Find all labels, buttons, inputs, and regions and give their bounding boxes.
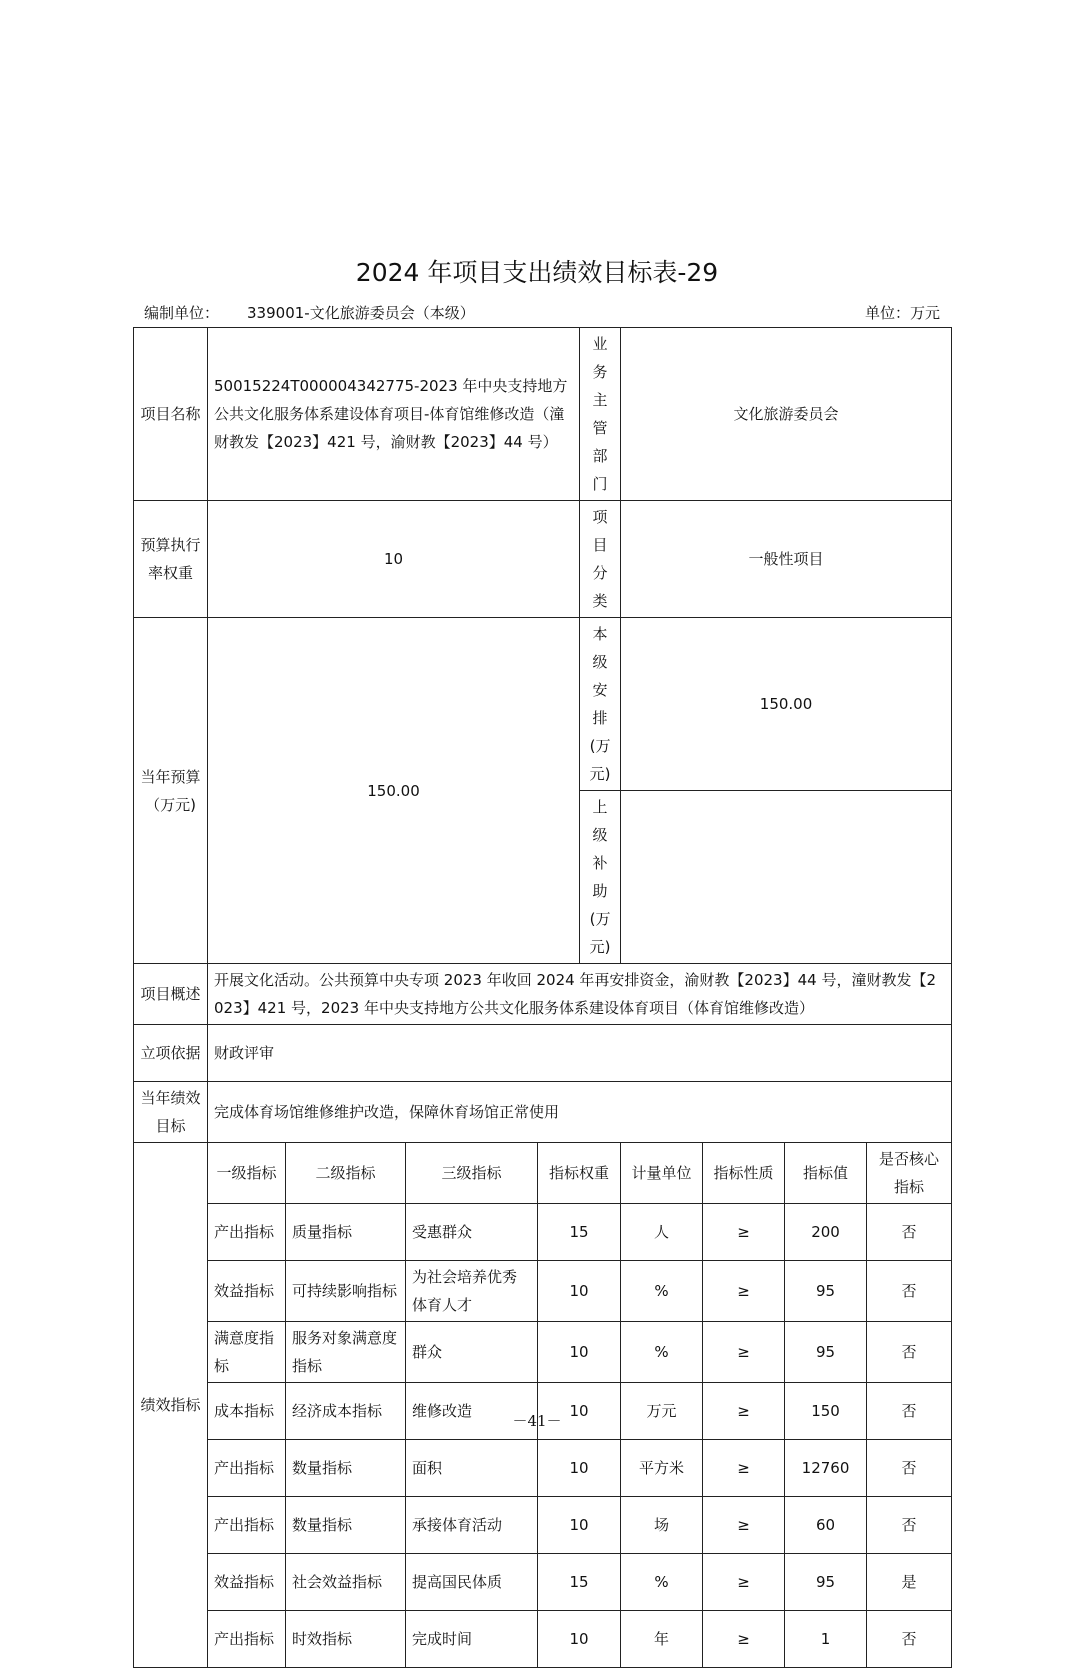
indicator-unit: % — [621, 1261, 703, 1322]
indicator-level2: 经济成本指标 — [286, 1383, 406, 1440]
exec-weight-label: 预算执行率权重 — [134, 501, 208, 618]
dept-label: 业务主管部门 — [580, 328, 621, 501]
header-level1: 一级指标 — [208, 1143, 286, 1204]
indicator-level2: 时效指标 — [286, 1611, 406, 1668]
indicator-nature: ≥ — [703, 1261, 785, 1322]
indicator-core: 否 — [867, 1204, 952, 1261]
indicators-section-label: 绩效指标 — [134, 1143, 208, 1668]
category-value: 一般性项目 — [621, 501, 952, 618]
basis-label: 立项依据 — [134, 1025, 208, 1082]
indicator-core: 否 — [867, 1383, 952, 1440]
upper-label: 上级补助(万元) — [580, 791, 621, 964]
indicator-nature: ≥ — [703, 1322, 785, 1383]
indicator-value: 95 — [785, 1554, 867, 1611]
project-name-value: 50015224T000004342775-2023 年中央支持地方公共文化服务体系建设体育项目-体育馆维修改造（潼财教发【2023】421 号，渝财教【2023】44 号） — [208, 328, 580, 501]
indicator-nature: ≥ — [703, 1611, 785, 1668]
indicator-value: 95 — [785, 1322, 867, 1383]
local-label: 本级安排(万元) — [580, 618, 621, 791]
indicator-value: 12760 — [785, 1440, 867, 1497]
indicator-level1: 产出指标 — [208, 1497, 286, 1554]
indicator-value: 200 — [785, 1204, 867, 1261]
indicator-level3: 面积 — [406, 1440, 538, 1497]
indicator-weight: 15 — [538, 1204, 621, 1261]
header-nature: 指标性质 — [703, 1143, 785, 1204]
row-exec-weight — [134, 501, 952, 618]
dept-value: 文化旅游委员会 — [621, 328, 952, 501]
category-label: 项目分类 — [580, 501, 621, 618]
header-level2: 二级指标 — [286, 1143, 406, 1204]
indicator-core: 是 — [867, 1554, 952, 1611]
unit-info — [144, 302, 475, 323]
indicator-value: 60 — [785, 1497, 867, 1554]
indicator-level1: 满意度指标 — [208, 1322, 286, 1383]
indicator-header-row — [134, 1143, 952, 1204]
header-unit: 计量单位 — [621, 1143, 703, 1204]
upper-value — [621, 791, 952, 964]
indicator-unit: 万元 — [621, 1383, 703, 1440]
indicator-level2: 服务对象满意度指标 — [286, 1322, 406, 1383]
indicator-row — [134, 1322, 952, 1383]
overview-label: 项目概述 — [134, 964, 208, 1025]
indicator-value: 95 — [785, 1261, 867, 1322]
row-project-name — [134, 328, 952, 501]
indicator-nature: ≥ — [703, 1383, 785, 1440]
local-value: 150.00 — [621, 618, 952, 791]
form-meta — [144, 302, 940, 324]
indicator-value: 1 — [785, 1611, 867, 1668]
indicator-weight: 15 — [538, 1554, 621, 1611]
indicator-weight: 10 — [538, 1383, 621, 1440]
indicator-row — [134, 1440, 952, 1497]
indicator-row — [134, 1261, 952, 1322]
row-basis — [134, 1025, 952, 1082]
indicator-level3: 完成时间 — [406, 1611, 538, 1668]
indicator-core: 否 — [867, 1611, 952, 1668]
indicator-level3: 为社会培养优秀体育人才 — [406, 1261, 538, 1322]
indicator-core: 否 — [867, 1497, 952, 1554]
indicator-level2: 可持续影响指标 — [286, 1261, 406, 1322]
indicator-unit: % — [621, 1554, 703, 1611]
indicator-row — [134, 1611, 952, 1668]
indicator-level2: 质量指标 — [286, 1204, 406, 1261]
indicator-weight: 10 — [538, 1261, 621, 1322]
row-overview — [134, 964, 952, 1025]
indicator-level3: 维修改造 — [406, 1383, 538, 1440]
indicator-row — [134, 1204, 952, 1261]
overview-value: 开展文化活动。公共预算中央专项 2023 年收回 2024 年再安排资金，渝财教【2023】44 号，潼财教发【2023】421 号，2023 年中央支持地方公共文化服务体系建设体育项目（体育馆维修改造） — [208, 964, 952, 1025]
page-title: 2024 年项目支出绩效目标表-29 — [355, 258, 719, 287]
indicator-unit: 年 — [621, 1611, 703, 1668]
indicator-level1: 效益指标 — [208, 1554, 286, 1611]
budget-label: 当年预算（万元) — [134, 618, 208, 964]
indicator-row — [134, 1554, 952, 1611]
indicator-level3: 提高国民体质 — [406, 1554, 538, 1611]
indicator-level1: 成本指标 — [208, 1383, 286, 1440]
indicator-weight: 10 — [538, 1497, 621, 1554]
indicator-core: 否 — [867, 1261, 952, 1322]
header-weight: 指标权重 — [538, 1143, 621, 1204]
indicator-weight: 10 — [538, 1322, 621, 1383]
indicator-unit: 平方米 — [621, 1440, 703, 1497]
exec-weight-value: 10 — [208, 501, 580, 618]
basis-value: 财政评审 — [208, 1025, 952, 1082]
indicator-level2: 数量指标 — [286, 1440, 406, 1497]
indicator-core: 否 — [867, 1322, 952, 1383]
indicator-unit: 人 — [621, 1204, 703, 1261]
indicator-nature: ≥ — [703, 1204, 785, 1261]
indicator-level1: 产出指标 — [208, 1611, 286, 1668]
indicator-value: 150 — [785, 1383, 867, 1440]
budget-value: 150.00 — [208, 618, 580, 964]
project-name-label: 项目名称 — [134, 328, 208, 501]
page-number: －41－ — [512, 1412, 562, 1430]
indicator-unit: 场 — [621, 1497, 703, 1554]
goal-value: 完成体育场馆维修维护改造，保障休育场馆正常使用 — [208, 1082, 952, 1143]
header-value: 指标值 — [785, 1143, 867, 1204]
goal-label: 当年绩效目标 — [134, 1082, 208, 1143]
indicator-row — [134, 1497, 952, 1554]
indicator-weight: 10 — [538, 1611, 621, 1668]
indicator-level3: 受惠群众 — [406, 1204, 538, 1261]
unit-label: 编制单位： — [144, 304, 220, 322]
currency-unit: 单位：万元 — [864, 304, 940, 322]
indicator-level1: 产出指标 — [208, 1204, 286, 1261]
indicator-nature: ≥ — [703, 1554, 785, 1611]
indicator-level1: 效益指标 — [208, 1261, 286, 1322]
indicator-level3: 承接体育活动 — [406, 1497, 538, 1554]
unit-value: 339001-文化旅游委员会（本级） — [247, 304, 475, 322]
header-level3: 三级指标 — [406, 1143, 538, 1204]
row-goal — [134, 1082, 952, 1143]
indicator-nature: ≥ — [703, 1440, 785, 1497]
indicator-level1: 产出指标 — [208, 1440, 286, 1497]
row-budget — [134, 618, 952, 791]
indicator-level3: 群众 — [406, 1322, 538, 1383]
indicator-core: 否 — [867, 1440, 952, 1497]
indicator-level2: 社会效益指标 — [286, 1554, 406, 1611]
indicator-nature: ≥ — [703, 1497, 785, 1554]
performance-table — [133, 327, 952, 1668]
header-core: 是否核心指标 — [867, 1143, 952, 1204]
indicator-weight: 10 — [538, 1440, 621, 1497]
indicator-unit: % — [621, 1322, 703, 1383]
indicator-level2: 数量指标 — [286, 1497, 406, 1554]
